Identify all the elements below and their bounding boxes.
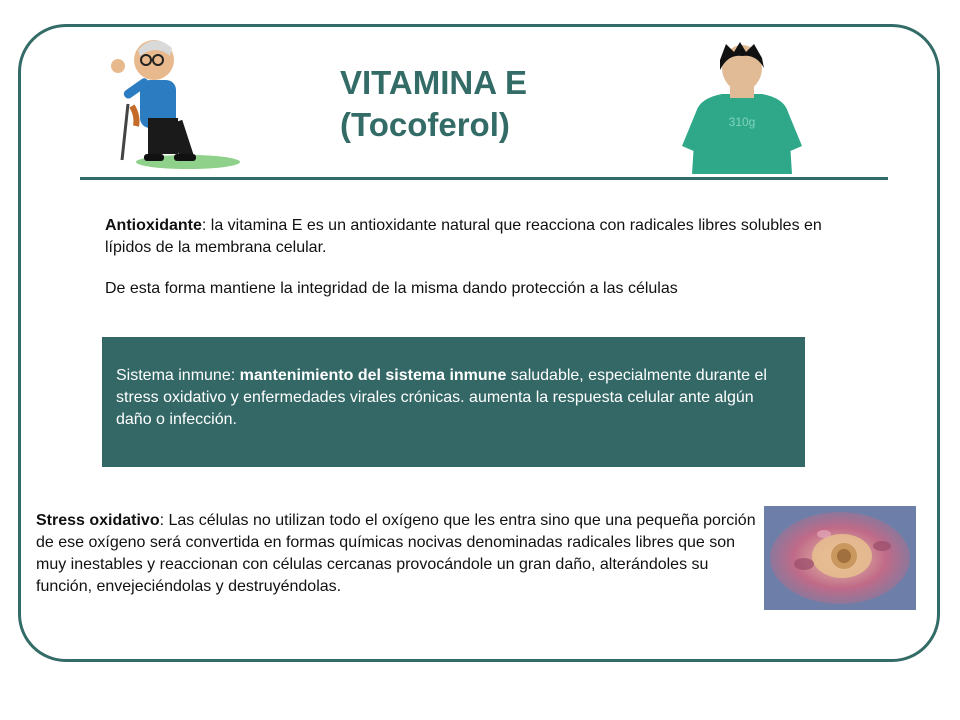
title-line-1: VITAMINA E [340,64,527,101]
stress-label: Stress oxidativo [36,512,160,529]
antioxidante-text: : la vitamina E es un antioxidante natural que reacciona con radicales libres solubles en lípidos de la membrana celular. [105,217,822,256]
young-man-icon [682,42,802,174]
shirt-text: 310g [728,115,756,129]
sistema-inmune-box [102,337,805,467]
antioxidante-label: Antioxidante [105,217,202,234]
sistema-inmune-paragraph [116,365,791,431]
stress-paragraph [36,510,766,598]
elderly-man-icon [78,26,248,171]
antioxidante-follow: De esta forma mantiene la integridad de la misma dando protección a las células [105,280,678,297]
cell-image [764,506,916,610]
sistema-inmune-rest: saludable, especialmente durante el stress oxidativo y enfermedades virales crónicas. aumenta la respuesta celular ante algún daño o infección. [116,367,767,428]
title-divider [80,177,888,180]
title-line-2: (Tocoferol) [340,106,510,144]
sistema-inmune-prefix: Sistema inmune: [116,367,240,384]
antioxidante-paragraph [105,215,865,259]
page-title [340,62,527,146]
stress-text: : Las células no utilizan todo el oxígeno que les entra sino que una pequeña porción de ese oxígeno será convertida en formas químicas nocivas denominadas radicales libres que son muy inestables y reaccionan con células cercanas provocándole un gran daño, alterándoles su función, envejeciéndolas y destruyéndolas. [36,512,756,595]
sistema-inmune-bold: mantenimiento del sistema inmune [239,367,507,384]
